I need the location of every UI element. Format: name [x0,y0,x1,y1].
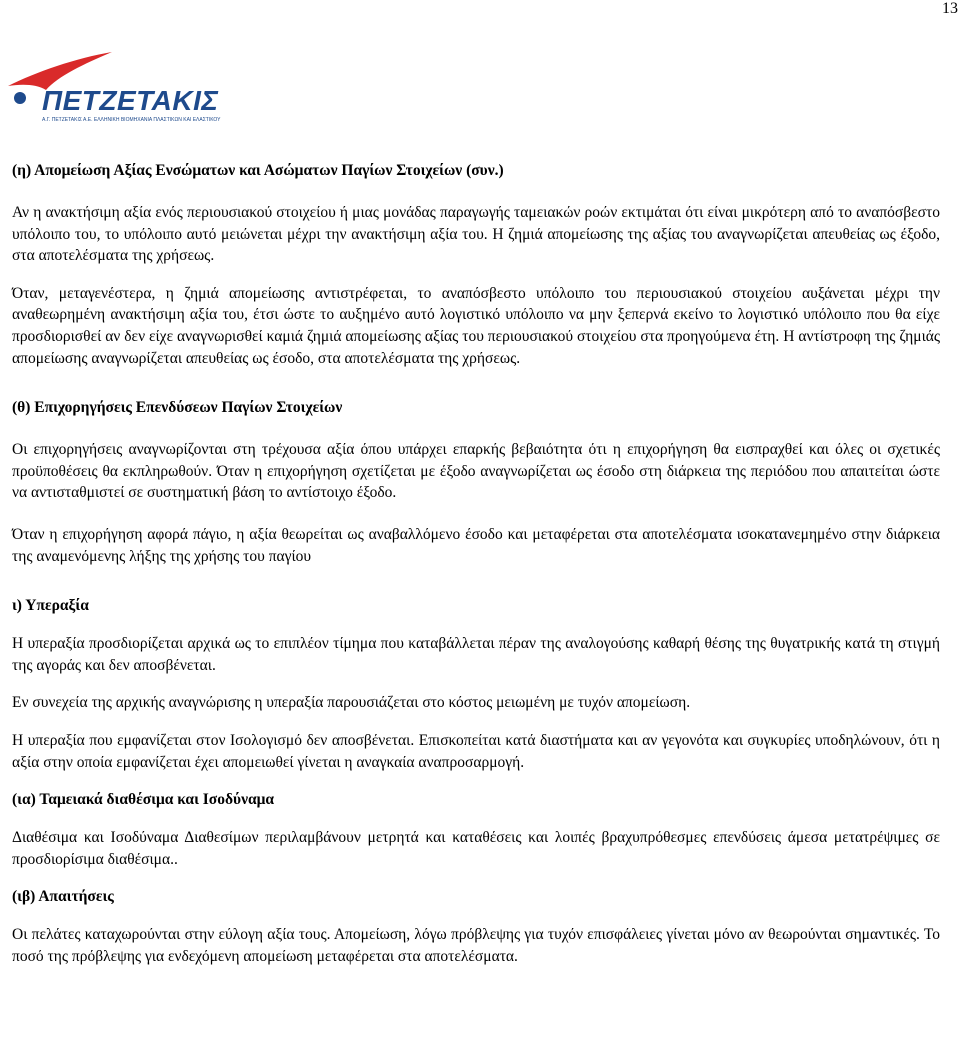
company-logo [6,50,238,128]
paragraph: Διαθέσιμα και Ισοδύναμα Διαθεσίμων περιλαμβάνουν μετρητά και καταθέσεις και λοιπές βραχυπρόθεσμες επενδύσεις άμεσα μετατρέψιμες σε προσδιορίσιμα διαθέσιμα.. [12,829,940,868]
paragraph: Όταν η επιχορήγηση αφορά πάγιο, η αξία θεωρείται ως αναβαλλόμενο έσοδο και μεταφέρεται στα αποτελέσματα ισοκατανεμημένο στην διάρκεια της αναμενόμενης λήξης της χρήσης του παγίου [12,525,940,565]
paragraph: Οι επιχορηγήσεις αναγνωρίζονται στη τρέχουσα αξία όπου υπάρχει επαρκής βεβαιότητα ότι η επιχορήγηση θα εισπραχθεί και όλες οι σχετικές προϋποθέσεις θα εκπληρωθούν. Όταν η επιχορήγηση σχετίζεται με έξοδο αναγνωρίζεται ως έσοδο στη διάρκεια της περιόδου που απαιτείται ώστε να αντισταθμιστεί σε συστηματική βάση το αντίστοιχο έξοδο. [12,441,940,502]
section-heading-receivables: (ιβ) Απαιτήσεις [12,888,114,906]
paragraph: Αν η ανακτήσιμη αξία ενός περιουσιακού στοιχείου ή μιας μονάδας παραγωγής ταμειακών ροών εκτιμάται ότι είναι μικρότερη από το αναπόσβεστο υπόλοιπο του, το υπόλοιπο αυτό μειώνεται μέχρι την ανακτήσιμη αξία του. Η ζημιά απομείωσης της αξίας του αναγνωρίζεται απευθείας ως έξοδο, στα αποτελέσματα της χρήσεως. [12,204,940,265]
paragraph: Εν συνεχεία της αρχικής αναγνώρισης η υπεραξία παρουσιάζεται στο κόστος μειωμένη με τυχόν απομείωση. [12,694,691,712]
paragraph: Η υπεραξία προσδιορίζεται αρχικά ως το επιπλέον τίμημα που καταβάλλεται πέραν της αναλογούσης καθαρή θέσης της θυγατρικής κατά τη στιγμή της αγοράς και δεν αποσβένεται. [12,635,940,674]
paragraph: Όταν, μεταγενέστερα, η ζημιά απομείωσης αντιστρέφεται, το αναπόσβεστο υπόλοιπο του περιουσιακού στοιχείου αυξάνεται μέχρι την αναθεωρημένη ανακτήσιμη αξία του, έτσι ώστε το αυξημένο αυτό λογιστικό υπόλοιπο να μην ξεπερνά εκείνο το λογιστικό υπόλοιπο που θα είχε προσδιορισθεί αν δεν είχε αναγνωρισθεί καμιά ζημιά απομείωσης αξίας του περιουσιακού στοιχείου στα προηγούμενα έτη. Η αντίστροφη της ζημιάς απομείωσης αναγνωρίζεται απευθείας ως έσοδο, στα αποτελέσματα της χρήσεως. [12,284,940,367]
section-heading-impairment: (η) Απομείωση Αξίας Ενσώματων και Ασώματων Παγίων Στοιχείων (συν.) [12,162,504,179]
paragraph: Η υπεραξία που εμφανίζεται στον Ισολογισμό δεν αποσβένεται. Επισκοπείται κατά διαστήματα και αν γεγονότα και συγκυρίες υποδηλώνουν, ότι η αξία στην οποία εμφανίζεται έχει απομειωθεί γίνεται η αναγκαία αναπροσαρμογή. [12,731,940,771]
logo-subtitle: Α.Γ. ΠΕΤΖΕΤΑΚΙΣ Α.Ε. ΕΛΛΗΝΙΚΗ ΒΙΟΜΗΧΑΝΙΑ ΠΛΑΣΤΙΚΩΝ ΚΑΙ ΕΛΑΣΤΙΚΟΥ [42,117,221,123]
page-number: 13 [942,0,958,17]
section-heading-grants: (θ) Επιχορηγήσεις Επενδύσεων Παγίων Στοιχείων [12,399,343,417]
logo-brand: ΠΕΤΖΕΤΑΚΙΣ [42,85,219,116]
paragraph: Οι πελάτες καταχωρούνται στην εύλογη αξία τους. Απομείωση, λόγω πρόβλεψης για τυχόν επισφάλειες γίνεται μόνο αν θεωρούνται σημαντικές. Το ποσό της πρόβλεψης για ενδεχόμενη απομείωση μεταφέρεται στα αποτελέσματα. [12,926,940,965]
section-heading-cash: (ια) Ταμειακά διαθέσιμα και Ισοδύναμα [12,791,275,809]
document-body [12,160,940,967]
section-heading-goodwill: ι) Υπεραξία [12,597,89,615]
